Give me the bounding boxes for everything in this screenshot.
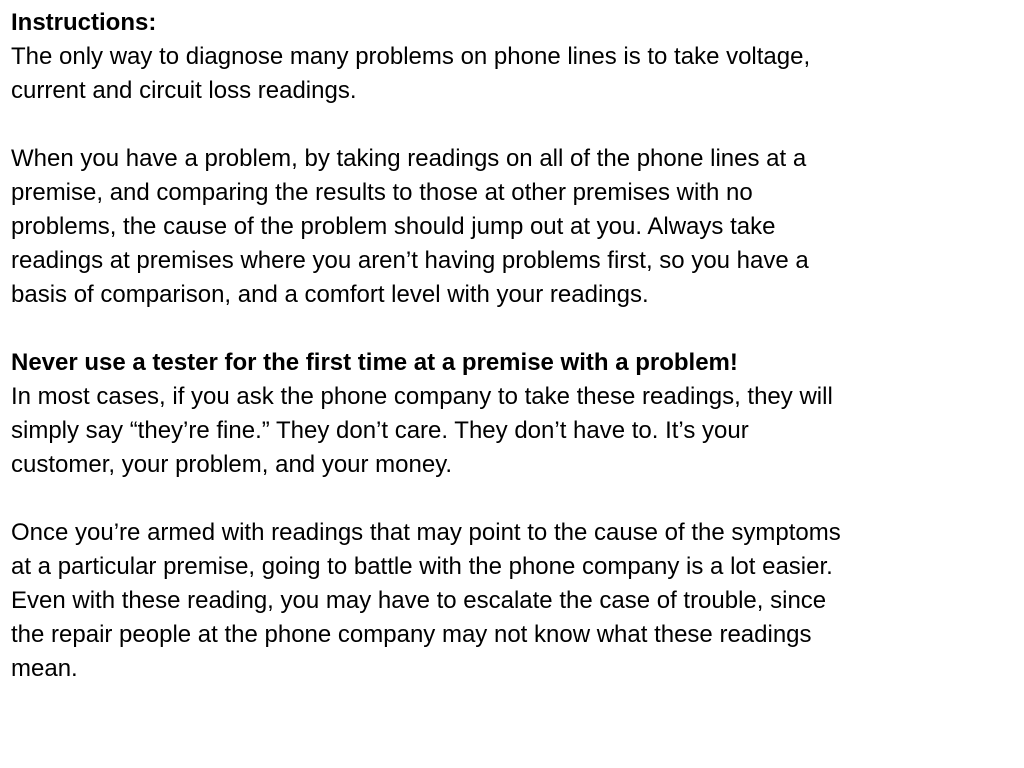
paragraph-line: at a particular premise, going to battle with the phone company is a lot easier. xyxy=(11,553,833,580)
paragraph-spacer xyxy=(11,482,1002,516)
paragraph-line: customer, your problem, and your money. xyxy=(11,451,453,478)
paragraph-line: mean. xyxy=(11,655,78,682)
paragraph-line: The only way to diagnose many problems on phone lines is to take voltage, xyxy=(11,43,811,70)
paragraph-line: readings at premises where you aren’t having problems first, so you have a xyxy=(11,247,809,274)
paragraph-spacer xyxy=(11,312,1002,346)
paragraph-line: premise, and comparing the results to those at other premises with no xyxy=(11,179,753,206)
paragraph-diagnose xyxy=(11,40,1002,108)
paragraph-spacer xyxy=(11,108,1002,142)
paragraph-line: problems, the cause of the problem should jump out at you. Always take xyxy=(11,213,776,240)
paragraph-line: simply say “they’re fine.” They don’t care. They don’t have to. It’s your xyxy=(11,417,749,444)
paragraph-compare-readings xyxy=(11,142,1002,312)
paragraph-phone-company xyxy=(11,380,1002,482)
paragraph-line: In most cases, if you ask the phone company to take these readings, they will xyxy=(11,383,833,410)
paragraph-line: basis of comparison, and a comfort level with your readings. xyxy=(11,281,649,308)
paragraph-escalation xyxy=(11,516,1002,686)
paragraph-line: When you have a problem, by taking readings on all of the phone lines at a xyxy=(11,145,807,172)
paragraph-line: Even with these reading, you may have to escalate the case of trouble, since xyxy=(11,587,827,614)
warning-text: Never use a tester for the first time at a premise with a problem! xyxy=(11,349,738,376)
paragraph-line: Once you’re armed with readings that may point to the cause of the symptoms xyxy=(11,519,841,546)
paragraph-line: the repair people at the phone company may not know what these readings xyxy=(11,621,812,648)
paragraph-line: current and circuit loss readings. xyxy=(11,77,357,104)
instructions-heading: Instructions: xyxy=(11,9,157,36)
